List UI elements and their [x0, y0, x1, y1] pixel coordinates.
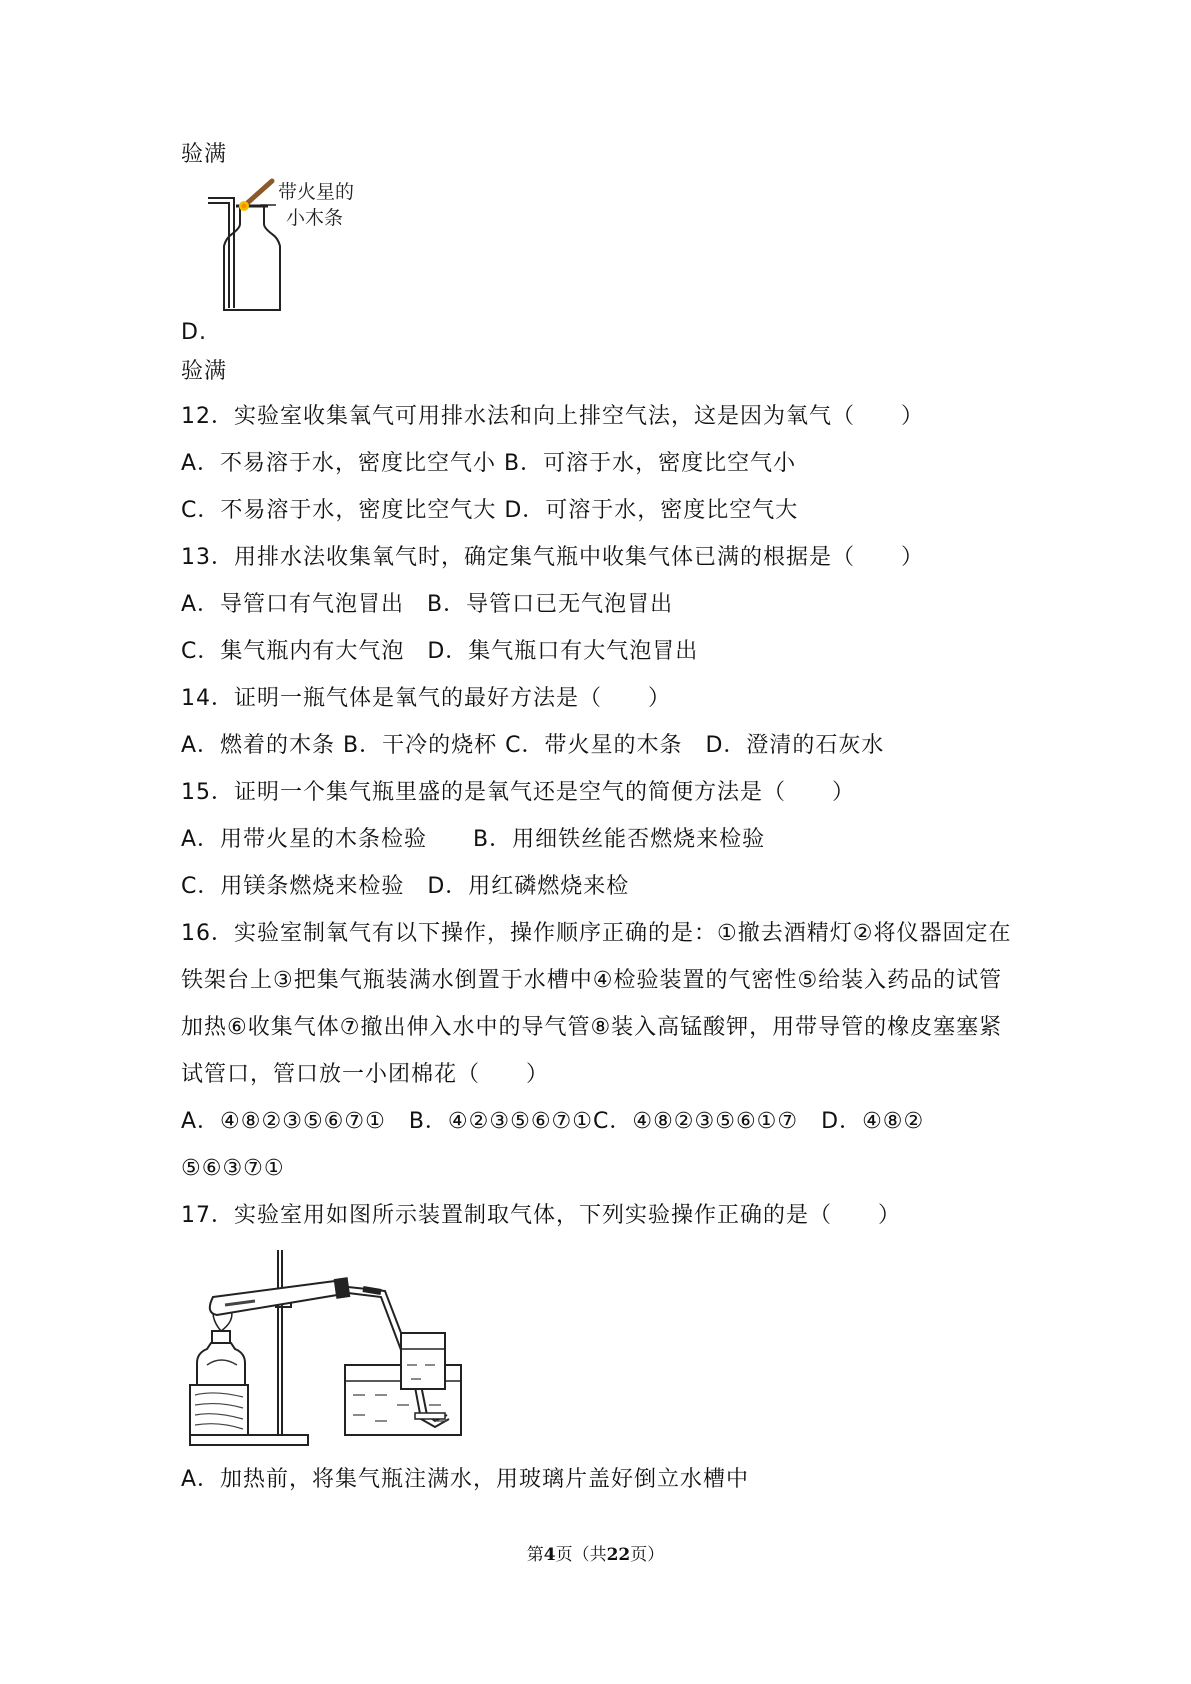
question-13-options-row-2: C．集气瓶内有大气泡 D．集气瓶口有大气泡冒出: [181, 639, 699, 664]
footer-total-pages: 22: [606, 1545, 631, 1565]
splint-label-line2: 小木条: [286, 207, 344, 229]
question-16-options-row-2: ⑤⑥③⑦①: [181, 1156, 285, 1181]
footer-suffix: 页）: [630, 1545, 665, 1565]
question-14-options-row-1: A．燃着的木条 B．干冷的烧杯 C．带火星的木条 D．澄清的石灰水: [181, 733, 885, 758]
question-12-options-row-2: C．不易溶于水，密度比空气大 D．可溶于水，密度比空气大: [181, 498, 799, 523]
question-16-stem: 16．实验室制氧气有以下操作，操作顺序正确的是：①撤去酒精灯②将仪器固定在铁架台上③把集气瓶装满水倒置于水槽中④检验装置的气密性⑤给装入药品的试管加热⑥收集气体⑦撤出伸入水中的导气管⑧装入高锰酸钾，用带导管的橡皮塞塞紧试管口，管口放一小团棉花（ ）: [181, 921, 1012, 1087]
question-15-options-row-2: C．用镁条燃烧来检验 D．用红磷燃烧来检: [181, 874, 630, 899]
question-15-options-row-1: A．用带火星的木条检验 B．用细铁丝能否燃烧来检验: [181, 827, 766, 852]
question-13-options-row-1: A．导管口有气泡冒出 B．导管口已无气泡冒出: [181, 592, 674, 617]
gas-jar-splint-illustration: [200, 176, 370, 316]
verify-full-text: 验满: [181, 142, 228, 167]
oxygen-apparatus-figure: [185, 1245, 505, 1450]
footer-middle: 页（共: [555, 1545, 607, 1565]
question-12-stem: 12．实验室收集氧气可用排水法和向上排空气法，这是因为氧气（ ）: [181, 404, 924, 429]
question-17-stem: 17．实验室用如图所示装置制取气体，下列实验操作正确的是（ ）: [181, 1203, 901, 1228]
footer-page-number: 4: [543, 1545, 556, 1565]
splint-label-line1: 带火星的: [278, 181, 355, 203]
question-14-stem: 14．证明一瓶气体是氧气的最好方法是（ ）: [181, 686, 671, 711]
question-15-stem: 15．证明一个集气瓶里盛的是氧气还是空气的简便方法是（ ）: [181, 780, 855, 805]
question-13-stem: 13．用排水法收集氧气时，确定集气瓶中收集气体已满的根据是（ ）: [181, 545, 924, 570]
page-footer: [0, 1540, 1191, 1565]
question-12-options-row-1: A．不易溶于水，密度比空气小 B．可溶于水，密度比空气小: [181, 451, 797, 476]
option-d-letter: D.: [181, 320, 207, 345]
verify-full-text-2: 验满: [181, 359, 228, 384]
question-17-option-a: A．加热前，将集气瓶注满水，用玻璃片盖好倒立水槽中: [181, 1467, 750, 1492]
question-16-options-row-1: A．④⑧②③⑤⑥⑦① B．④②③⑤⑥⑦①C．④⑧②③⑤⑥①⑦ D．④⑧②: [181, 1109, 925, 1134]
gas-jar-splint-figure: [200, 176, 370, 316]
oxygen-apparatus-illustration: [185, 1245, 505, 1450]
footer-prefix: 第: [526, 1545, 544, 1565]
